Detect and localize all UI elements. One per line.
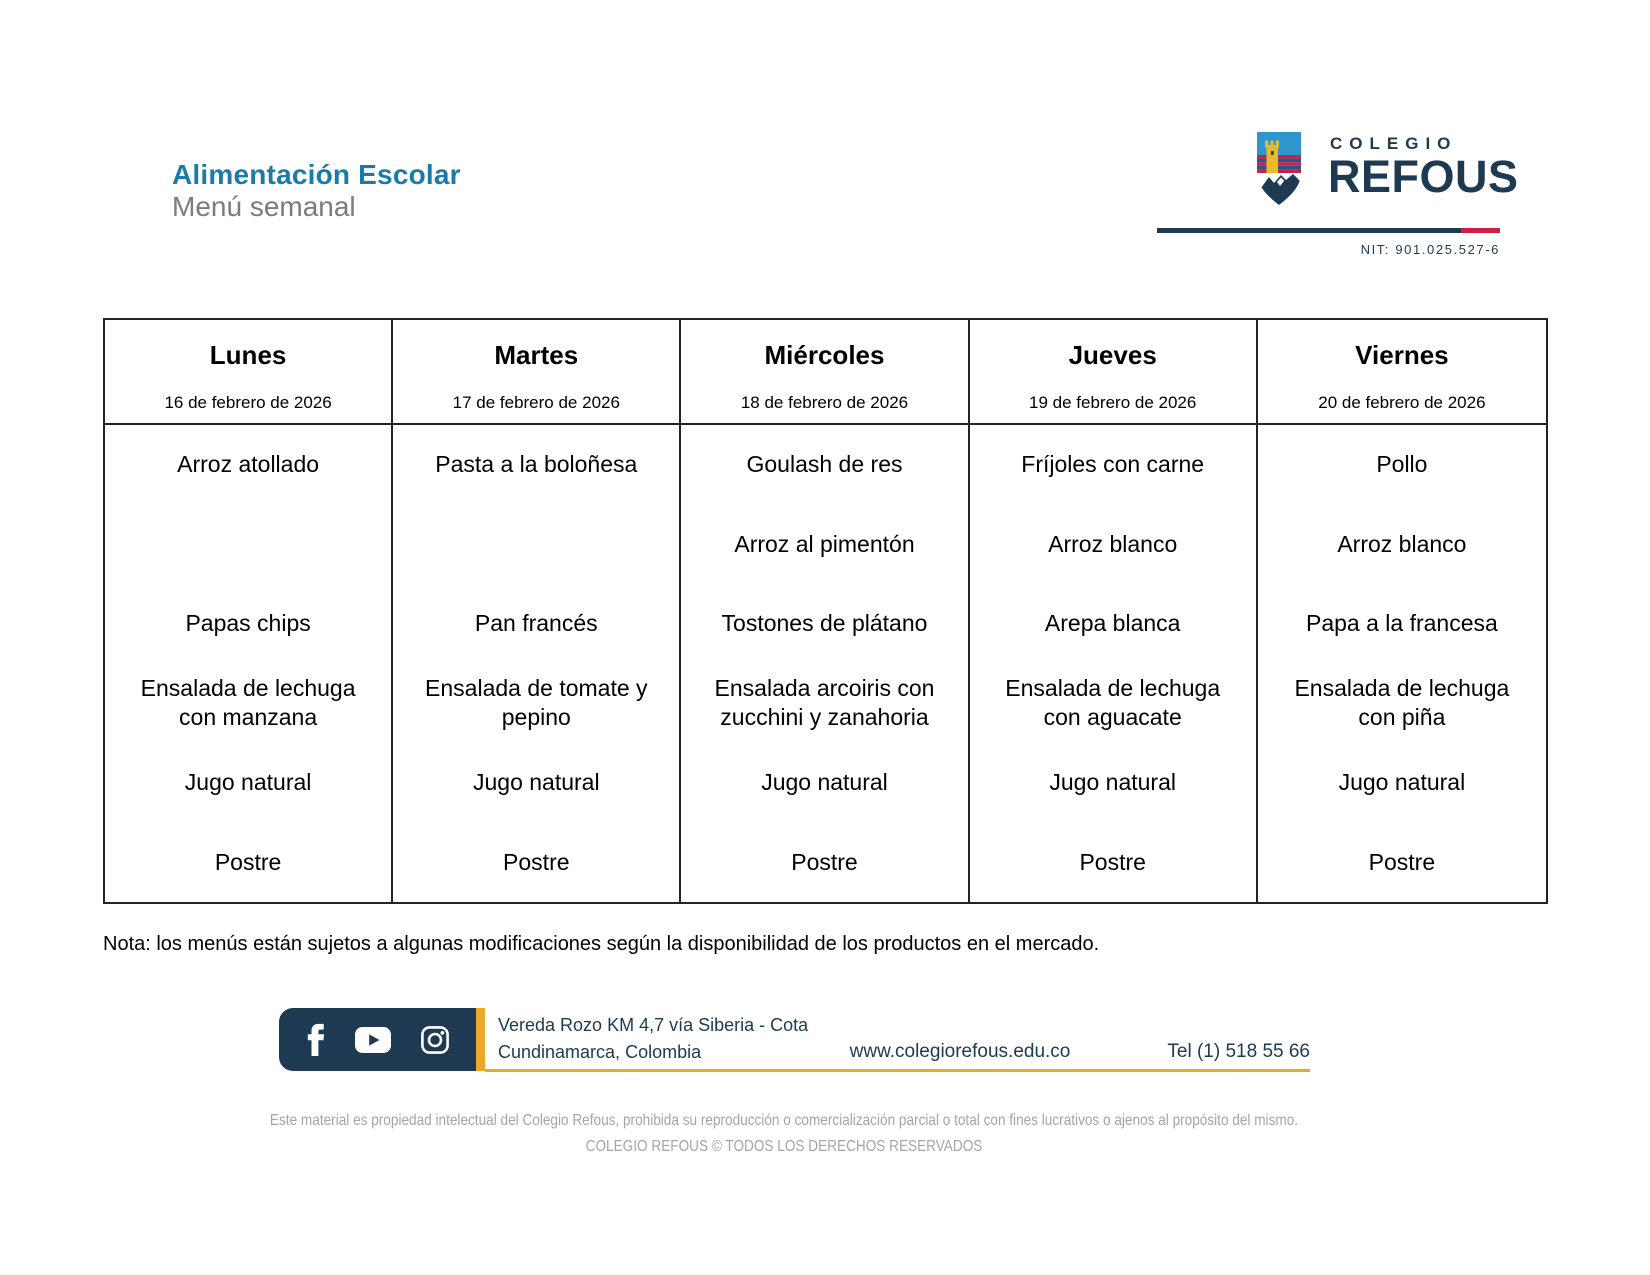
menu-day-column-viernes xyxy=(1258,320,1546,902)
day-header xyxy=(393,320,679,425)
menu-item: Jugo natural xyxy=(1338,769,1466,796)
day-name: Lunes xyxy=(209,340,287,370)
day-name: Miércoles xyxy=(764,340,885,370)
day-header xyxy=(1258,320,1546,425)
menu-item: Papas chips xyxy=(185,610,311,637)
copyright-block xyxy=(257,1108,1311,1160)
brand-refous: REFOUS xyxy=(1328,151,1519,202)
menu-day-column-miercoles xyxy=(681,320,969,902)
day-date: 16 de febrero de 2026 xyxy=(164,393,332,412)
address-line-1: Vereda Rozo KM 4,7 vía Siberia - Cota xyxy=(498,1015,809,1035)
menu-item: Papa a la francesa xyxy=(1306,610,1498,637)
menu-item: Arroz blanco xyxy=(1048,530,1178,557)
page-title: Alimentación Escolar xyxy=(172,159,461,190)
day-date: 19 de febrero de 2026 xyxy=(1029,393,1197,412)
document-header xyxy=(172,160,461,222)
menu-item: Arroz al pimentón xyxy=(734,530,915,557)
menu-item xyxy=(393,505,679,585)
school-crest-icon xyxy=(1257,132,1301,205)
menu-day-column-martes xyxy=(393,320,681,902)
day-header xyxy=(681,320,967,425)
menu-item: Jugo natural xyxy=(184,769,312,796)
page-subtitle: Menú semanal xyxy=(172,191,356,222)
menu-item: Postre xyxy=(1079,848,1146,875)
menu-item: Ensalada de lechuga con aguacate xyxy=(1005,675,1221,731)
menu-item: Jugo natural xyxy=(761,769,888,796)
day-name: Jueves xyxy=(1068,340,1157,370)
menu-item: Ensalada de lechuga con manzana xyxy=(140,675,356,731)
address-line-2: Cundinamarca, Colombia xyxy=(498,1042,702,1062)
menu-item: Jugo natural xyxy=(1049,769,1176,796)
note-text: Nota: los menús están sujetos a algunas modificaciones según la disponibilidad de los productos en el mercado. xyxy=(103,933,1100,955)
menu-item: Arepa blanca xyxy=(1044,610,1181,637)
menu-day-column-lunes xyxy=(105,320,393,902)
menu-item: Goulash de res xyxy=(746,451,903,478)
day-header xyxy=(970,320,1256,425)
facebook-icon[interactable] xyxy=(306,1023,325,1057)
footer-rule xyxy=(485,1069,1310,1072)
day-menu-items xyxy=(105,425,391,902)
day-header xyxy=(105,320,391,425)
copyright-line-1: Este material es propiedad intelectual del Colegio Refous, prohibida su reproducción o comercialización parcial o total con fines lucrativos o ajenos al propósito del mismo. xyxy=(269,1112,1299,1129)
menu-item: Postre xyxy=(214,848,282,875)
day-name: Viernes xyxy=(1355,340,1449,370)
menu-item: Postre xyxy=(1368,848,1436,875)
menu-item: Arroz atollado xyxy=(177,451,320,478)
menu-item: Postre xyxy=(503,848,570,875)
copyright-line-2: COLEGIO REFOUS © TODOS LOS DERECHOS RESERVADOS xyxy=(585,1138,983,1155)
menu-item: Arroz blanco xyxy=(1337,530,1467,557)
website-link[interactable]: www.colegiorefous.edu.co xyxy=(849,1041,1071,1062)
nit-number: NIT: 901.025.527-6 xyxy=(1360,242,1500,257)
instagram-icon[interactable] xyxy=(421,1026,449,1054)
phone-number: Tel (1) 518 55 66 xyxy=(1167,1041,1310,1062)
menu-item: Jugo natural xyxy=(472,769,600,796)
day-date: 17 de febrero de 2026 xyxy=(452,393,620,412)
day-date: 18 de febrero de 2026 xyxy=(740,393,909,412)
footer-yellow-accent xyxy=(476,1008,485,1071)
menu-item: Pollo xyxy=(1376,451,1428,478)
menu-item: Fríjoles con carne xyxy=(1021,451,1205,478)
social-links-bar xyxy=(279,1008,476,1071)
day-menu-items xyxy=(1258,425,1546,902)
day-name: Martes xyxy=(494,340,579,370)
brand-colegio: COLEGIO xyxy=(1330,134,1458,153)
brand-rule-red-tip xyxy=(1461,228,1500,233)
day-menu-items xyxy=(681,425,967,902)
day-menu-items xyxy=(393,425,679,902)
menu-item: Postre xyxy=(791,848,858,875)
youtube-icon[interactable] xyxy=(355,1027,391,1053)
brand-rule xyxy=(1157,228,1500,233)
menu-item: Ensalada arcoiris con zucchini y zanahoria xyxy=(714,675,935,731)
menu-item: Tostones de plátano xyxy=(721,610,928,637)
menu-day-column-jueves xyxy=(970,320,1258,902)
menu-item: Pasta a la boloñesa xyxy=(435,451,638,478)
menu-item xyxy=(105,505,391,585)
school-address xyxy=(498,1012,808,1066)
menu-item: Ensalada de tomate y pepino xyxy=(425,675,648,731)
menu-item: Ensalada de lechuga con piña xyxy=(1294,675,1510,731)
menu-item: Pan francés xyxy=(474,610,598,637)
day-menu-items xyxy=(970,425,1256,902)
day-date: 20 de febrero de 2026 xyxy=(1318,393,1486,412)
weekly-menu-table xyxy=(103,318,1548,904)
